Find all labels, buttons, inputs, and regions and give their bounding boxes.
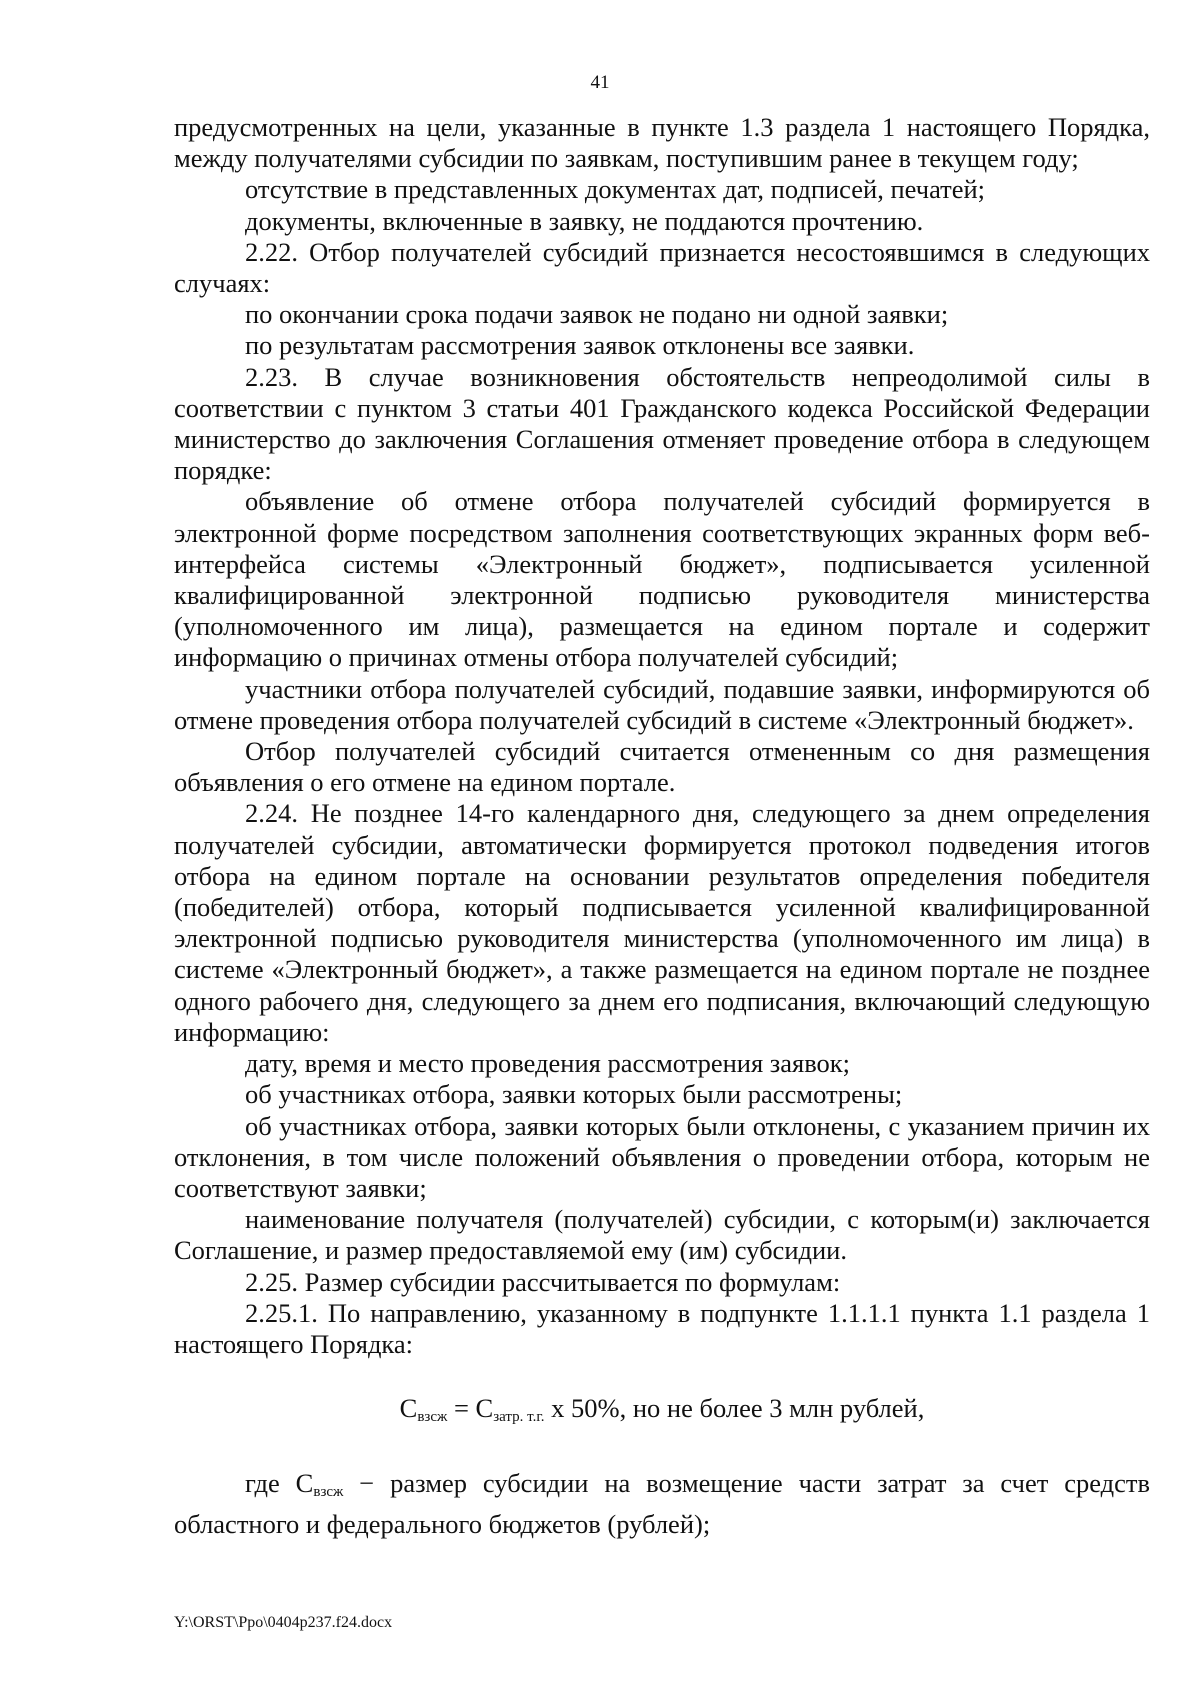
paragraph: 2.22. Отбор получателей субсидий признается несостоявшимся в следующих случаях: bbox=[174, 236, 1150, 299]
formula-subscript: взсж bbox=[417, 1409, 448, 1426]
paragraph: дату, время и место проведения рассмотрения заявок; bbox=[245, 1048, 851, 1079]
paragraph: участники отбора получателей субсидий, подавшие заявки, информируются об отмене проведения отбора получателей субсидий в системе «Электронный бюджет». bbox=[174, 673, 1150, 735]
paragraph: об участниках отбора, заявки которых были рассмотрены; bbox=[245, 1079, 903, 1110]
paragraph: документы, включенные в заявку, не поддаются прочтению. bbox=[245, 205, 924, 236]
paragraph: об участниках отбора, заявки которых были отклонены, с указанием причин их отклонения, в том числе положений объявления о проведении отбора, которым не соответствуют заявки; bbox=[174, 1110, 1150, 1203]
paragraph: объявление об отмене отбора получателей субсидий формируется в электронной форме посредством заполнения соответствующих экранных форм веб-интерфейса системы «Электронный бюджет», подписывается усиленной квалифицированной электронной подписью руководителя министерства (уполномоченного им лица), размещается на едином портале и содержит информацию о причинах отмены отбора получателей субсидий; bbox=[174, 486, 1150, 673]
definition-prefix: где С bbox=[245, 1468, 314, 1499]
formula-definition bbox=[174, 1468, 1150, 1539]
definition-subscript: взсж bbox=[313, 1484, 344, 1501]
definition-text: − размер субсидии на возмещение части затрат за счет средств областного и федерального бюджетов (рублей); bbox=[174, 1468, 1150, 1539]
formula-rest: х 50%, но не более 3 млн рублей, bbox=[544, 1393, 925, 1424]
paragraph: 2.24. Не позднее 14-го календарного дня, следующего за днем определения получателей субсидии, автоматически формируется протокол подведения итогов отбора на едином портале на основании результатов определения победителя (победителей) отбора, который подписывается усиленной квалифицированной электронной подписью руководителя министерства (уполномоченного им лица) в системе «Электронный бюджет», а также размещается на едином портале не позднее одного рабочего дня, следующего за днем его подписания, включающий следующую информацию: bbox=[174, 798, 1150, 1047]
file-path-footer: Y:\ORST\Ppo\0404p237.f24.docx bbox=[174, 1614, 393, 1631]
formula-subscript: затр. т.г. bbox=[493, 1409, 545, 1426]
paragraph: Отбор получателей субсидий считается отмененным со дня размещения объявления о его отмене на едином портале. bbox=[174, 736, 1150, 798]
paragraph: по результатам рассмотрения заявок отклонены все заявки. bbox=[245, 330, 915, 361]
page-number: 41 bbox=[590, 72, 610, 93]
paragraph: по окончании срока подачи заявок не подано ни одной заявки; bbox=[245, 299, 949, 330]
formula-equals: = С bbox=[447, 1393, 494, 1424]
formula-symbol: С bbox=[399, 1393, 418, 1424]
paragraph: отсутствие в представленных документах дат, подписей, печатей; bbox=[245, 174, 986, 205]
subsidy-formula bbox=[174, 1393, 1150, 1433]
paragraph: наименование получателя (получателей) субсидии, с которым(и) заключается Соглашение, и размер предоставляемой ему (им) субсидии. bbox=[174, 1204, 1150, 1266]
document-body bbox=[174, 112, 1150, 1540]
paragraph: 2.25. Размер субсидии рассчитывается по формулам: bbox=[245, 1266, 841, 1297]
paragraph: 2.25.1. По направлению, указанному в подпункте 1.1.1.1 пункта 1.1 раздела 1 настоящего Порядка: bbox=[174, 1297, 1150, 1359]
paragraph: 2.23. В случае возникновения обстоятельств непреодолимой силы в соответствии с пунктом 3 статьи 401 Гражданского кодекса Российской Федерации министерство до заключения Соглашения отменяет проведение отбора в следующем порядке: bbox=[174, 361, 1150, 486]
paragraph: предусмотренных на цели, указанные в пункте 1.3 раздела 1 настоящего Порядка, между получателями субсидии по заявкам, поступившим ранее в текущем году; bbox=[174, 112, 1150, 174]
